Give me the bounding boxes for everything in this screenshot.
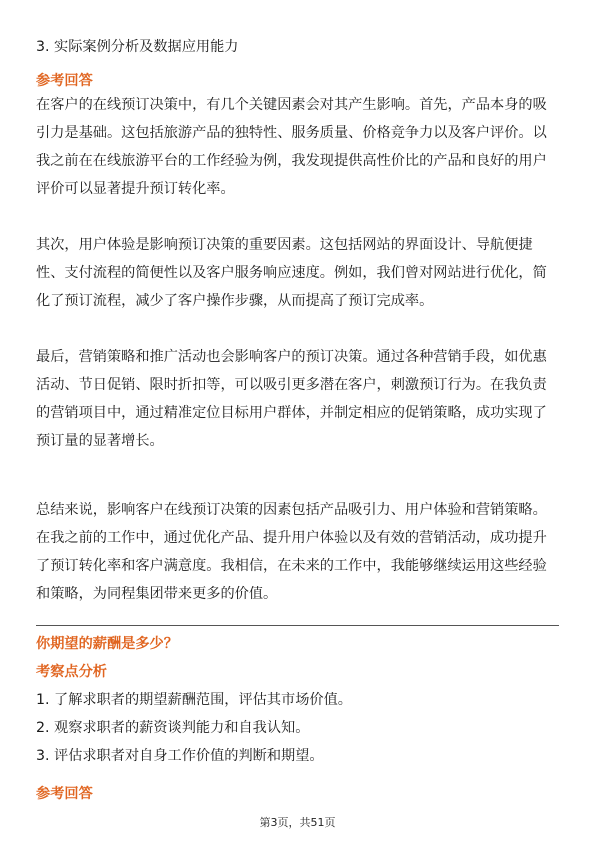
text-line: 总结来说，影响客户在线预订决策的因素包括产品吸引力、用户体验和营销策略。: [36, 502, 547, 518]
answer-label: 参考回答: [36, 786, 93, 802]
text-line: 性、支付流程的简便性以及客户服务响应速度。例如，我们曾对网站进行优化，简: [36, 265, 547, 281]
text-line: 了预订转化率和客户满意度。我相信，在未来的工作中，我能够继续运用这些经验: [36, 558, 547, 574]
analysis-label: 考察点分析: [36, 664, 107, 680]
text-line: 最后，营销策略和推广活动也会影响客户的预订决策。通过各种营销手段，如优惠: [36, 349, 547, 365]
text-line: 预订量的显著增长。: [36, 433, 164, 449]
text-line: 在我之前的工作中，通过优化产品、提升用户体验以及有效的营销活动，成功提升: [36, 530, 547, 546]
section-heading: 3. 实际案例分析及数据应用能力: [36, 39, 239, 55]
answer-label: 参考回答: [36, 73, 93, 89]
text-line: 其次，用户体验是影响预订决策的重要因素。这包括网站的界面设计、导航便捷: [36, 237, 533, 253]
question-heading: 你期望的薪酬是多少？: [36, 636, 178, 652]
divider-line: [36, 625, 559, 626]
text-line: 我之前在在线旅游平台的工作经验为例，我发现提供高性价比的产品和良好的用户: [36, 153, 547, 169]
list-item: 3. 评估求职者对自身工作价值的判断和期望。: [36, 748, 324, 764]
text-line: 在客户的在线预订决策中，有几个关键因素会对其产生影响。首先，产品本身的吸: [36, 97, 547, 113]
text-line: 化了预订流程，减少了客户操作步骤，从而提高了预订完成率。: [36, 293, 434, 309]
list-item: 1. 了解求职者的期望薪酬范围，评估其市场价值。: [36, 692, 352, 708]
text-line: 评价可以显著提升预订转化率。: [36, 181, 235, 197]
text-line: 活动、节日促销、限时折扣等，可以吸引更多潜在客户，刺激预订行为。在我负责: [36, 377, 547, 393]
list-item: 2. 观察求职者的薪资谈判能力和自我认知。: [36, 720, 310, 736]
text-line: 引力是基础。这包括旅游产品的独特性、服务质量、价格竞争力以及客户评价。以: [36, 125, 547, 141]
page-number-footer: 第3页，共51页: [259, 816, 336, 829]
text-line: 和策略，为同程集团带来更多的价值。: [36, 586, 278, 602]
text-line: 的营销项目中，通过精准定位目标用户群体，并制定相应的促销策略，成功实现了: [36, 405, 547, 421]
